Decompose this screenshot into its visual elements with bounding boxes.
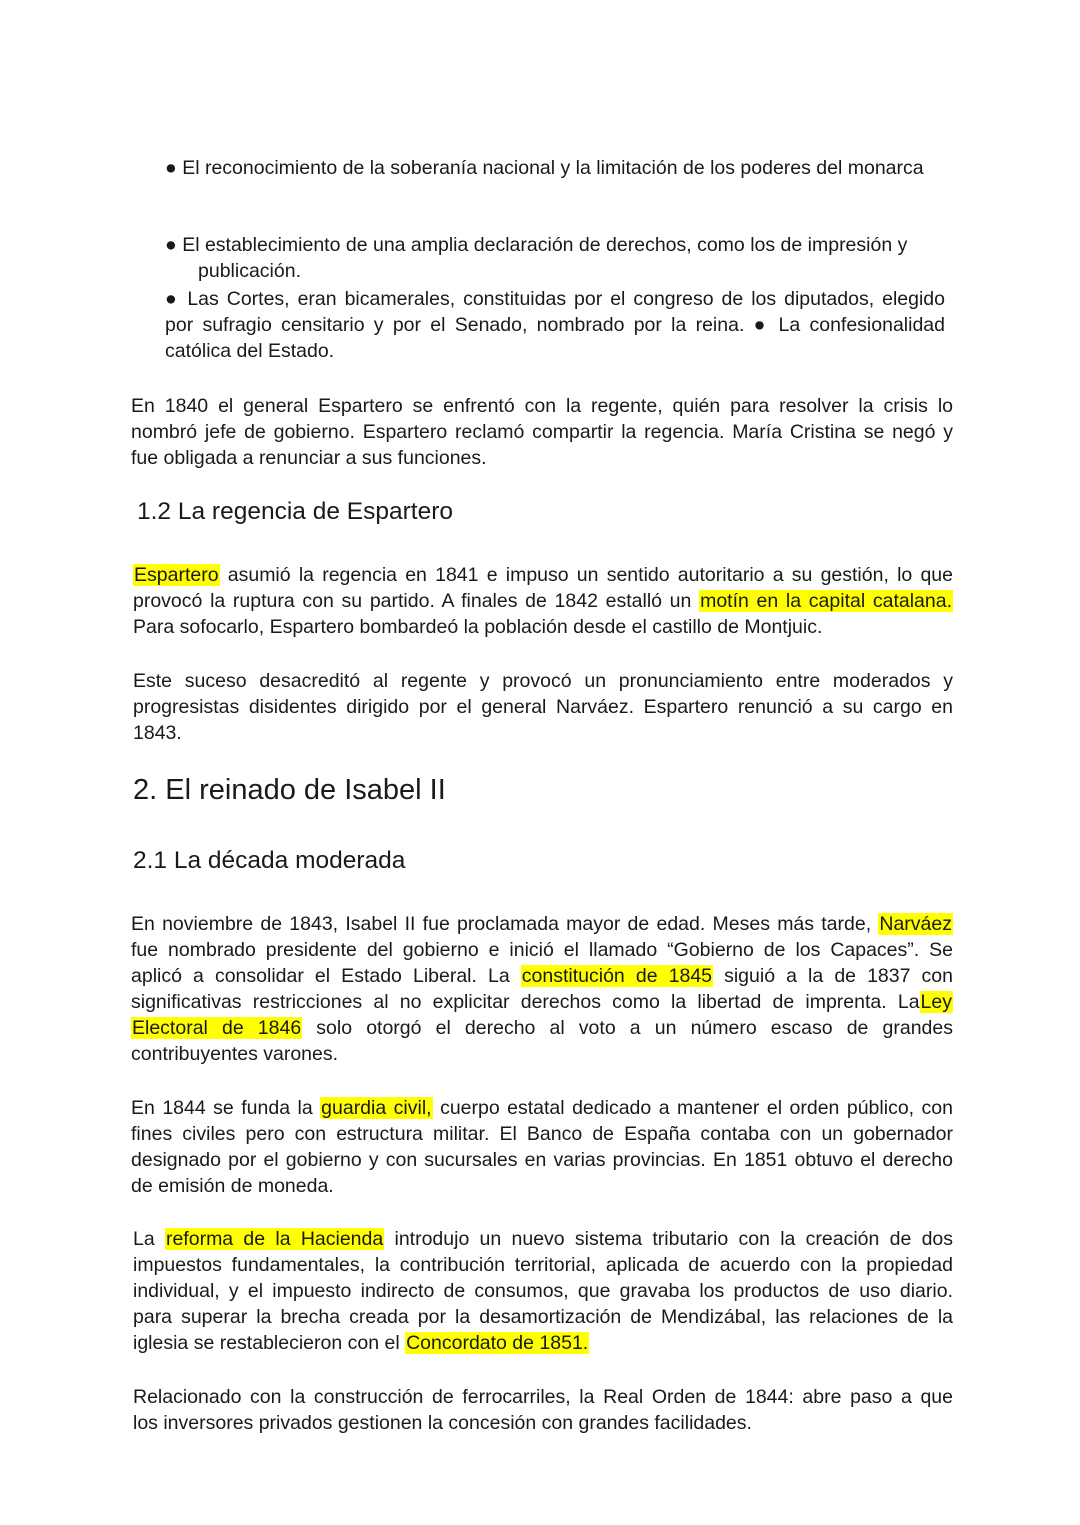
highlight-reforma-hacienda: reforma de la Hacienda xyxy=(165,1228,384,1250)
bullet-text: ● Las Cortes, eran bicamerales, constituidas por el congreso de los diputados, elegido xyxy=(165,288,945,310)
bullet-text: ● El establecimiento de una amplia declaración de derechos, como los de impresión y xyxy=(165,234,908,256)
paragraph-line xyxy=(131,989,953,1015)
highlight-espartero: Espartero xyxy=(134,564,219,586)
paragraph-line: 1843. xyxy=(133,722,182,744)
heading-reinado-isabel: 2. El reinado de Isabel II xyxy=(133,774,446,806)
paragraph-1843 xyxy=(131,911,953,1067)
paragraph-line xyxy=(133,1226,953,1252)
highlight-constitucion-1845: constitución de 1845 xyxy=(521,965,713,987)
text-run: asumió la regencia en 1841 e impuso un sentido autoritario a su gestión, lo que xyxy=(219,564,953,586)
paragraph-line: progresistas disidentes dirigido por el general Narváez. Espartero renunció a su cargo en xyxy=(133,696,953,718)
bullet-derechos xyxy=(165,232,955,284)
text-run: significativas restricciones al no explicitar derechos como la libertad de imprenta. La xyxy=(131,991,920,1013)
paragraph-line xyxy=(131,963,953,989)
paragraph-line: impuestos fundamentales, la contribución territorial, aplicada de acuerdo con la propiedad xyxy=(133,1254,953,1276)
text-run: cuerpo estatal dedicado a mantener el orden público, con xyxy=(432,1097,953,1119)
paragraph-1844 xyxy=(131,1095,953,1199)
paragraph-line: Este suceso desacreditó al regente y provocó un pronunciamiento entre moderados y xyxy=(133,670,953,692)
text-run: aplicó a consolidar el Estado Liberal. La xyxy=(131,965,521,987)
paragraph-line: individual, y el impuesto indirecto de consumos, que gravaba los productos de uso diario. xyxy=(133,1280,953,1302)
paragraph-hacienda xyxy=(133,1226,953,1356)
paragraph-line: los inversores privados gestionen la concesión con grandes facilidades. xyxy=(133,1412,752,1434)
paragraph-line: para superar la brecha creada por la desamortización de Mendizábal, las relaciones de la xyxy=(133,1306,953,1328)
paragraph-line: fue nombrado presidente del gobierno e inició el llamado “Gobierno de los Capaces”. Se xyxy=(131,939,953,961)
text-run: provocó la ruptura con su partido. A finales de 1842 estalló un xyxy=(133,590,700,612)
paragraph-line: de emisión de moneda. xyxy=(131,1175,334,1197)
paragraph-ferrocarriles xyxy=(133,1384,953,1436)
highlight-guardia-civil: guardia civil, xyxy=(321,1097,432,1119)
bullet-text: católica del Estado. xyxy=(165,340,335,362)
paragraph-line xyxy=(131,911,953,937)
paragraph-line: contribuyentes varones. xyxy=(131,1043,339,1065)
text-run: introdujo un nuevo sistema tributario con la creación de dos xyxy=(384,1228,954,1250)
paragraph-line: fue obligada a renunciar a sus funciones. xyxy=(131,447,487,469)
paragraph-line: Para sofocarlo, Espartero bombardeó la población desde el castillo de Montjuic. xyxy=(133,616,823,638)
bullet-soberania xyxy=(165,155,955,181)
paragraph-line xyxy=(131,1015,953,1041)
paragraph-line: nombró jefe de gobierno. Espartero reclamó compartir la regencia. María Cristina se negó y xyxy=(131,421,953,443)
bullet-cortes xyxy=(165,286,945,364)
text-run: siguió a la de 1837 con xyxy=(713,965,953,987)
highlight-electoral-1846: Electoral de 1846 xyxy=(132,1017,302,1039)
highlight-narvaez: Narváez xyxy=(879,913,952,935)
bullet-text: ● El reconocimiento de la soberanía nacional y la limitación de los poderes del monarca xyxy=(165,157,924,179)
highlight-ley: Ley xyxy=(920,991,952,1013)
paragraph-line: fines civiles pero con estructura militar. El Banco de España contaba con un gobernador xyxy=(131,1123,953,1145)
paragraph-line xyxy=(133,1330,953,1356)
paragraph-line: En 1840 el general Espartero se enfrentó con la regente, quién para resolver la crisis lo xyxy=(131,395,953,417)
paragraph-line xyxy=(133,588,953,614)
paragraph-line: Relacionado con la construcción de ferrocarriles, la Real Orden de 1844: abre paso a que xyxy=(133,1386,953,1408)
text-run: solo otorgó el derecho al voto a un número escaso de grandes xyxy=(302,1017,953,1039)
text-run: En 1844 se funda la xyxy=(131,1097,321,1119)
paragraph-regencia xyxy=(133,562,953,640)
paragraph-line: designado por el gobierno y con sucursales en varias provincias. En 1851 obtuvo el derecho xyxy=(131,1149,953,1171)
paragraph-1840 xyxy=(131,393,953,471)
bullet-text: por sufragio censitario y por el Senado, nombrado por la reina. ● La confesionalidad xyxy=(165,314,945,336)
text-run: La xyxy=(133,1228,165,1250)
heading-regencia-espartero: 1.2 La regencia de Espartero xyxy=(137,498,453,525)
paragraph-line xyxy=(131,1095,953,1121)
heading-decada-moderada: 2.1 La década moderada xyxy=(133,847,406,874)
bullet-text: publicación. xyxy=(198,260,301,282)
paragraph-line xyxy=(133,562,953,588)
text-run: iglesia se restablecieron con el xyxy=(133,1332,406,1354)
highlight-concordato-1851: Concordato de 1851. xyxy=(406,1332,589,1354)
paragraph-suceso xyxy=(133,668,953,746)
highlight-motin: motín en la capital catalana. xyxy=(700,590,952,612)
text-run: En noviembre de 1843, Isabel II fue proclamada mayor de edad. Meses más tarde, xyxy=(131,913,879,935)
